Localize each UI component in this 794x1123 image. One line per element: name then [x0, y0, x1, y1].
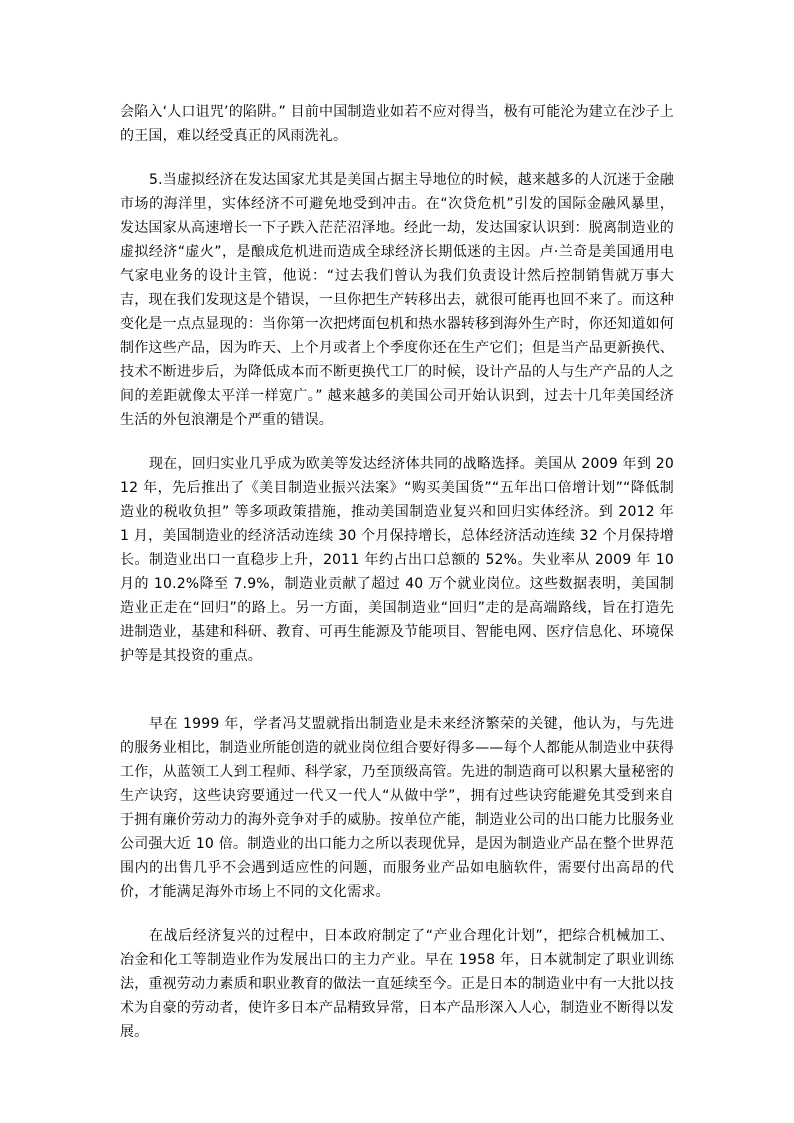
paragraph-5: 在战后经济复兴的过程中，日本政府制定了“产业合理化计划”，把综合机械加工、冶金和化工等制造业作为发展出口的主力产业。早在 1958 年，日本就制定了职业训练法，重视劳动力素质和职业教育的做法一直延续至今。正是日本的制造业中有一大批以技术为自豪的劳动者，使许多日本产品精致异常，日本产品形深入人心，制造业不断得以发展。: [120, 928, 674, 1040]
paragraph-spacer: [120, 432, 674, 452]
paragraph-3: 现在，回归实业几乎成为欧美等发达经济体共同的战略选择。美国从 2009 年到 2012 年，先后推出了《美目制造业振兴法案》“购买美国货”“五年出口倍增计划”“降低制造业的税收负担” 等多项政策措施，推动美国制造业复兴和回归实体经济。到 2012 年 1 月，美国制造业的经济活动连续 30 个月保持增长，总体经济活动连续 32 个月保持增长。制造业出口一直稳步上升，2011 年约占出口总额的 52%。失业率从 2009 年 10 月的 10.2%降至 7.9%，制造业贡献了超过 40 万个就业岗位。这些数据表明，美国制造业正走在“回归”的路上。另一方面，美国制造业“回归”走的是高端路线，旨在打造先进制造业，基建和科研、教育、可再生能源及节能项目、智能电网、医疗信息化、环境保护等是其投资的重点。: [120, 456, 674, 664]
paragraph-1: 会陷入‘人口诅咒’的陷阱。” 目前中国制造业如若不应对得当，极有可能沦为建立在沙子上的王国，难以经受真正的风雨洗礼。: [120, 104, 675, 144]
paragraph-2: 5.当虚拟经济在发达国家尤其是美国占据主导地位的时候，越来越多的人沉迷于金融市场的海洋里，实体经济不可避免地受到冲击。在“次贷危机”引发的国际金融风暴里，发达国家从高速增长一下子跌入茫茫沼泽地。经此一劫，发达国家认识到：脱离制造业的虚拟经济“虚火”，是酿成危机进而造成全球经济长期低迷的主因。卢·兰奇是美国通用电气家电业务的设计主管，他说：“过去我们曾认为我们负责设计然后控制销售就万事大吉，现在我们发现这是个错误，一旦你把生产转移出去，就很可能再也回不来了。而这种变化是一点点显现的：当你第一次把烤面包机和热水器转移到海外生产时，你还知道如何制作这些产品，因为昨天、上个月或者上个季度你还在生产它们；但是当产品更新换代、技术不断进步后，为降低成本而不断更换代工厂的时候，设计产品的人与生产产品的人之间的差距就像太平洋一样宽广。” 越来越多的美国公司开始认识到，过去十几年美国经济生活的外包浪潮是个严重的错误。: [120, 172, 674, 428]
paragraph-4: 早在 1999 年，学者冯艾盟就指出制造业是未来经济繁荣的关键，他认为，与先进的服务业相比，制造业所能创造的就业岗位组合要好得多——每个人都能从制造业中获得工作，从蓝领工人到工程师、科学家，乃至顶级高管。先进的制造商可以积累大量秘密的生产诀窍，这些诀窍要通过一代又一代人“从做中学”，拥有过些诀窍能避免其受到来自于拥有廉价劳动力的海外竞争对手的威胁。按单位产能，制造业公司的出口能力比服务业公司强大近 10 倍。制造业的出口能力之所以表现优异，是因为制造业产品在整个世界范围内的出售几乎不会遇到适应性的问题，而服务业产品如电脑软件，需要付出高昂的代价，才能满足海外市场上不同的文化需求。: [120, 716, 674, 900]
paragraph-spacer: [120, 668, 674, 712]
paragraph-spacer: [120, 148, 674, 168]
paragraph-spacer: [120, 904, 674, 924]
document-page: [120, 100, 674, 1044]
